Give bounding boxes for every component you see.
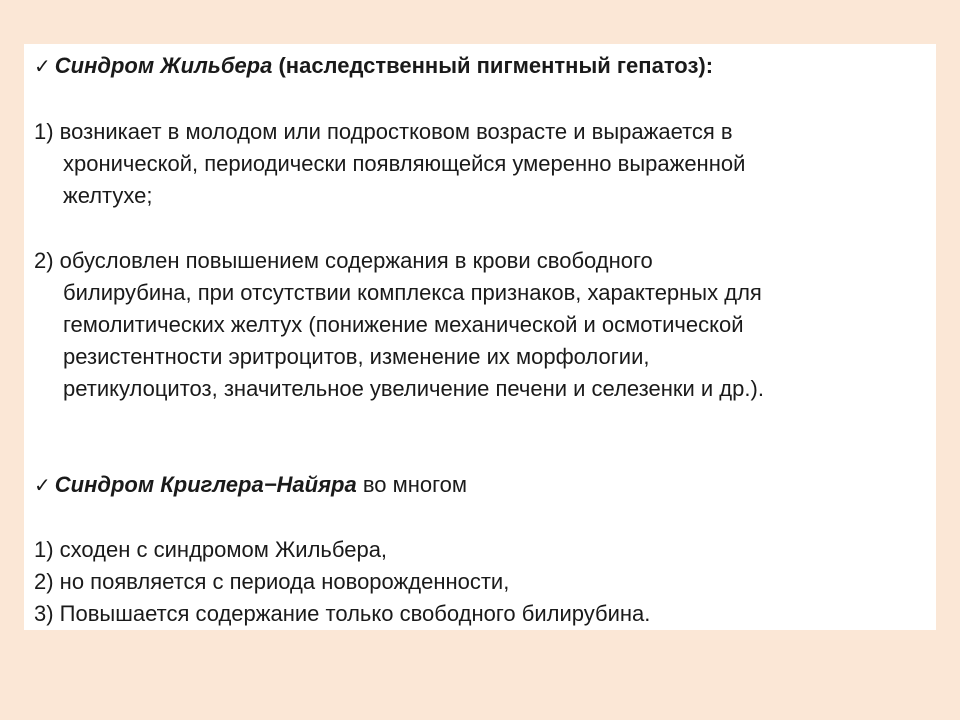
section2-suffix: во многом bbox=[356, 472, 468, 497]
checkmark-icon: ✓ bbox=[34, 54, 51, 78]
checkmark-icon: ✓ bbox=[34, 473, 51, 497]
section2-item3: 3) Повышается содержание только свободного билирубина. bbox=[34, 601, 651, 626]
section2-item1: 1) сходен с синдромом Жильбера, bbox=[34, 537, 388, 562]
section1-item2-line4: резистентности эритроцитов, изменение их морфологии, bbox=[63, 344, 650, 369]
section1-item2-line2: билирубина, при отсутствии комплекса признаков, характерных для bbox=[63, 280, 762, 305]
section2-item2: 2) но появляется с периода новорожденности, bbox=[34, 569, 510, 594]
section1-item2-line5: ретикулоцитоз, значительное увеличение печени и селезенки и др.). bbox=[63, 376, 764, 401]
section1-item1-line2: хронической, периодически появляющейся умеренно выраженной bbox=[63, 151, 746, 176]
section1-item2-line3: гемолитических желтух (понижение механической и осмотической bbox=[63, 312, 744, 337]
section2-heading bbox=[34, 471, 467, 499]
section1-item1-line1: 1) возникает в молодом или подростковом возрасте и выражается в bbox=[34, 119, 733, 144]
section1-item2-line1: 2) обусловлен повышением содержания в крови свободного bbox=[34, 248, 653, 273]
section1-heading bbox=[34, 52, 713, 80]
section1-subtitle: (наследственный пигментный гепатоз): bbox=[272, 53, 714, 78]
section1-item1-line3: желтухе; bbox=[63, 183, 153, 208]
section2-name: Синдром Криглера−Найяра bbox=[54, 472, 357, 497]
section1-name: Синдром Жильбера bbox=[54, 53, 273, 78]
content-panel bbox=[24, 44, 936, 630]
